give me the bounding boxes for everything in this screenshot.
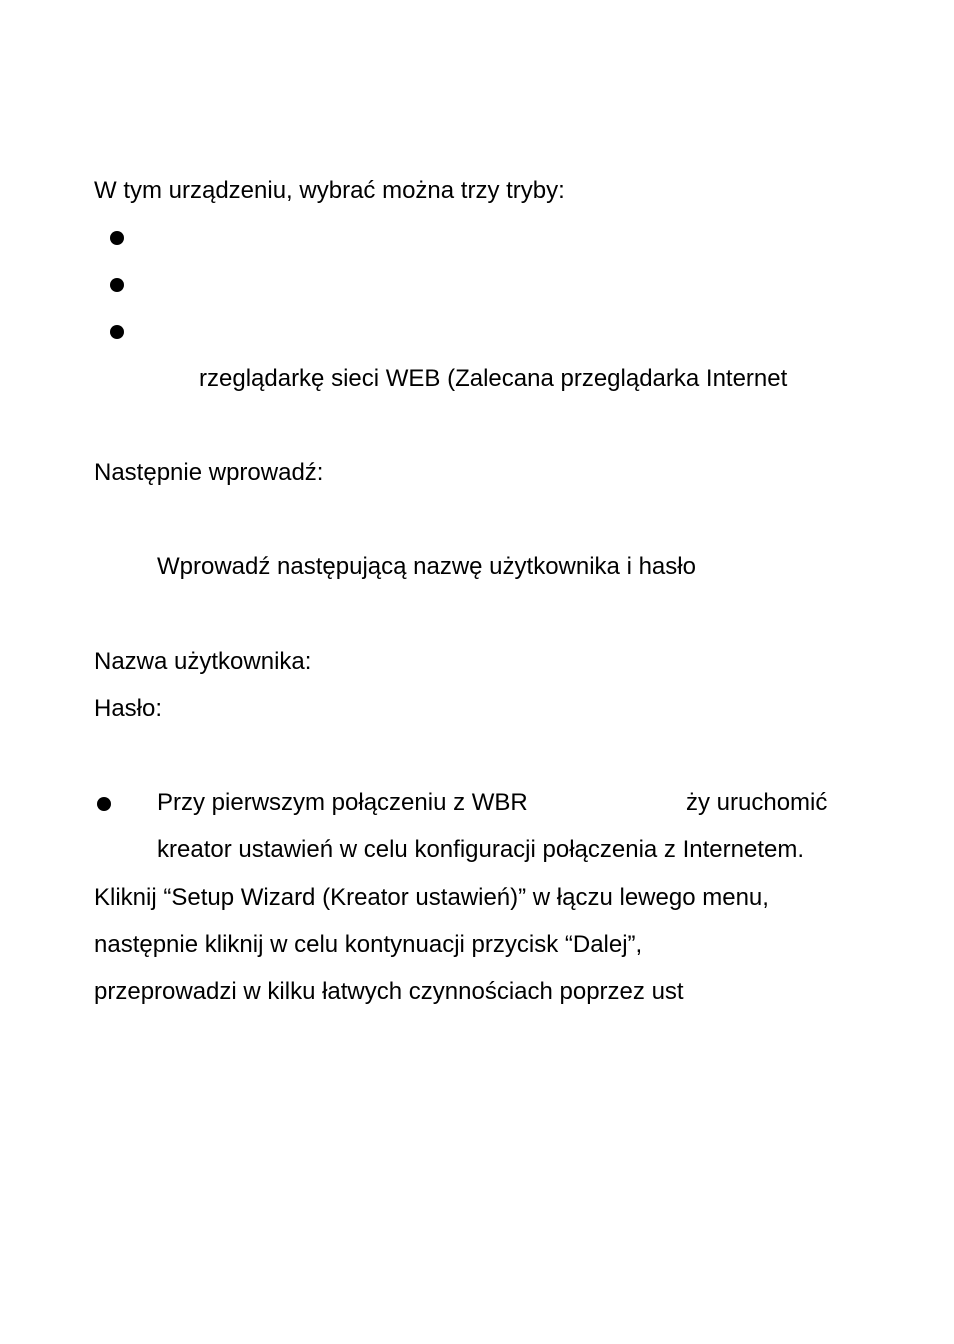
first-connection-text-start: Przy pierwszym połączeniu z WBR	[157, 789, 528, 816]
credentials-prompt: Wprowadź następującą nazwę użytkownika i hasło	[157, 553, 696, 580]
wizard-text-line: Kliknij “Setup Wizard (Kreator ustawień)” w łączu lewego menu,	[94, 884, 769, 911]
bullet-icon	[110, 278, 124, 292]
bullet-icon	[110, 231, 124, 245]
bullet-icon	[110, 325, 124, 339]
password-label: Hasło:	[94, 695, 163, 722]
wizard-text-line: przeprowadzi w kilku łatwych czynnościach poprzez ust	[94, 978, 684, 1005]
intro-text: W tym urządzeniu, wybrać można trzy tryby:	[94, 177, 565, 204]
next-enter-text: Następnie wprowadź:	[94, 459, 324, 486]
first-connection-text-end: ży uruchomić	[686, 789, 828, 816]
bullet-icon	[97, 797, 111, 811]
username-label: Nazwa użytkownika:	[94, 648, 312, 675]
wizard-text-line: następnie kliknij w celu kontynuacji przycisk “Dalej”,	[94, 931, 643, 958]
browser-text: rzeglądarkę sieci WEB (Zalecana przeglądarka Internet	[199, 365, 788, 392]
first-connection-text-line2: kreator ustawień w celu konfiguracji połączenia z Internetem.	[157, 836, 804, 863]
